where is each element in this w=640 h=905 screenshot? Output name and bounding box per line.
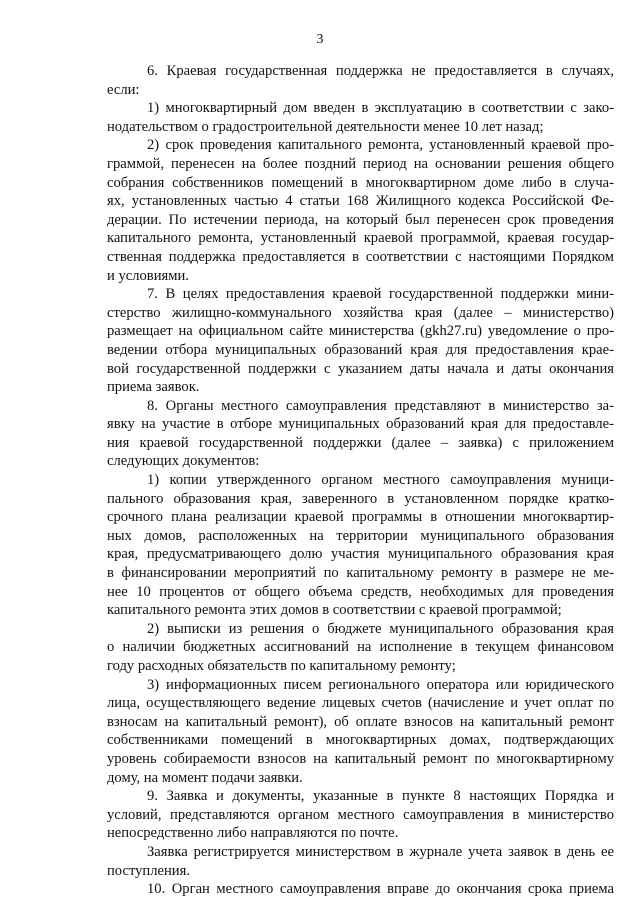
text-line: срочного плана реализации краевой программы в отношении многоквартир- xyxy=(107,509,614,526)
text-line: собственниками помещений в многоквартирных домах, подтверждающих xyxy=(107,732,614,749)
text-line: непосредственно либо направляются по почте. xyxy=(107,825,399,842)
text-line: о наличии бюджетных ассигнований на исполнение в текущем финансовом xyxy=(107,639,614,656)
text-line: приема заявок. xyxy=(107,379,200,396)
text-line: стерство жилищно-коммунального хозяйства края (далее – министерство) xyxy=(107,304,614,321)
text-line: 8. Органы местного самоуправления представляют в министерство за- xyxy=(147,397,614,414)
text-line: ведении отбора муниципальных образований края для предоставления крае- xyxy=(107,341,614,358)
text-line: нодательством о градостроительной деятельности менее 10 лет назад; xyxy=(107,118,544,135)
text-line: если: xyxy=(107,81,140,98)
text-line: следующих документов: xyxy=(107,453,260,470)
text-line: в финансировании мероприятий по капитальному ремонту в размере не ме- xyxy=(107,565,614,582)
text-line: капитального ремонта этих домов в соответствии с краевой программой; xyxy=(107,602,562,619)
text-line: ях, установленных частью 4 статьи 168 Жилищного кодекса Российской Фе- xyxy=(107,193,614,210)
text-line: 10. Орган местного самоуправления вправе до окончания срока приема xyxy=(147,881,614,898)
text-line: ственная поддержка предоставляется в соответствии с настоящими Порядком xyxy=(107,248,614,265)
text-line: дому, на момент подачи заявки. xyxy=(107,769,303,786)
text-line: 1) копии утвержденного органом местного самоуправления муници- xyxy=(147,472,614,489)
text-line: ных домов, расположенных на территории муниципального образования xyxy=(107,527,614,544)
text-line: граммой, перенесен на более поздний период на основании решения общего xyxy=(107,155,614,172)
page-number: 3 xyxy=(316,32,324,47)
text-line: году расходных обязательств по капитальному ремонту; xyxy=(107,658,456,674)
text-line: лица, осуществляющего ведение лицевых счетов (начисление и учет оплат по xyxy=(107,695,614,712)
text-line: явку на участие в отборе муниципальных образований края для предоставле- xyxy=(107,416,614,433)
text-line: собрания собственников помещений в многоквартирном доме либо в случа- xyxy=(107,174,614,191)
text-line: дерации. По истечении периода, на который был перенесен срок проведения xyxy=(107,211,614,228)
text-line: вой государственной поддержки с указанием даты начала и даты окончания xyxy=(107,360,614,377)
text-line: ния краевой государственной поддержки (далее – заявка) с приложением xyxy=(107,434,614,451)
text-line: капитального ремонта, установленный краевой программой, краевая государ- xyxy=(107,230,614,247)
text-line: и условиями. xyxy=(107,267,189,284)
document-body xyxy=(107,62,614,899)
text-line: Заявка регистрируется министерством в журнале учета заявок в день ее xyxy=(147,843,614,860)
text-line: пального образования края, заверенного в установленном порядке кратко- xyxy=(107,490,614,507)
text-line: 2) срок проведения капитального ремонта, установленный краевой про- xyxy=(147,137,614,154)
text-line: 6. Краевая государственная поддержка не предоставляется в случаях, xyxy=(147,63,614,79)
text-line: 1) многоквартирный дом введен в эксплуатацию в соответствии с зако- xyxy=(147,100,614,117)
text-line: условий, представляются органом местного самоуправления в министерство xyxy=(107,806,614,823)
text-line: 3) информационных писем регионального оператора или юридического xyxy=(147,676,614,693)
text-line: поступления. xyxy=(107,862,190,879)
text-line: размещает на официальном сайте министерства (gkh27.ru) уведомление о про- xyxy=(107,323,614,340)
text-line: 2) выписки из решения о бюджете муниципального образования края xyxy=(147,620,614,637)
text-line: 7. В целях предоставления краевой государственной поддержки мини- xyxy=(147,286,614,303)
text-line: уровень собираемости взносов на капитальный ремонт по многоквартирному xyxy=(107,750,614,767)
text-line: края, предусматривающего долю участия муниципального образования края xyxy=(107,546,614,563)
text-line: взносам на капитальный ремонт), об оплате взносов на капитальный ремонт xyxy=(107,713,614,730)
text-line: 9. Заявка и документы, указанные в пункте 8 настоящих Порядка и xyxy=(147,788,614,805)
text-line: нее 10 процентов от общего объема средств, необходимых для проведения xyxy=(107,583,614,600)
